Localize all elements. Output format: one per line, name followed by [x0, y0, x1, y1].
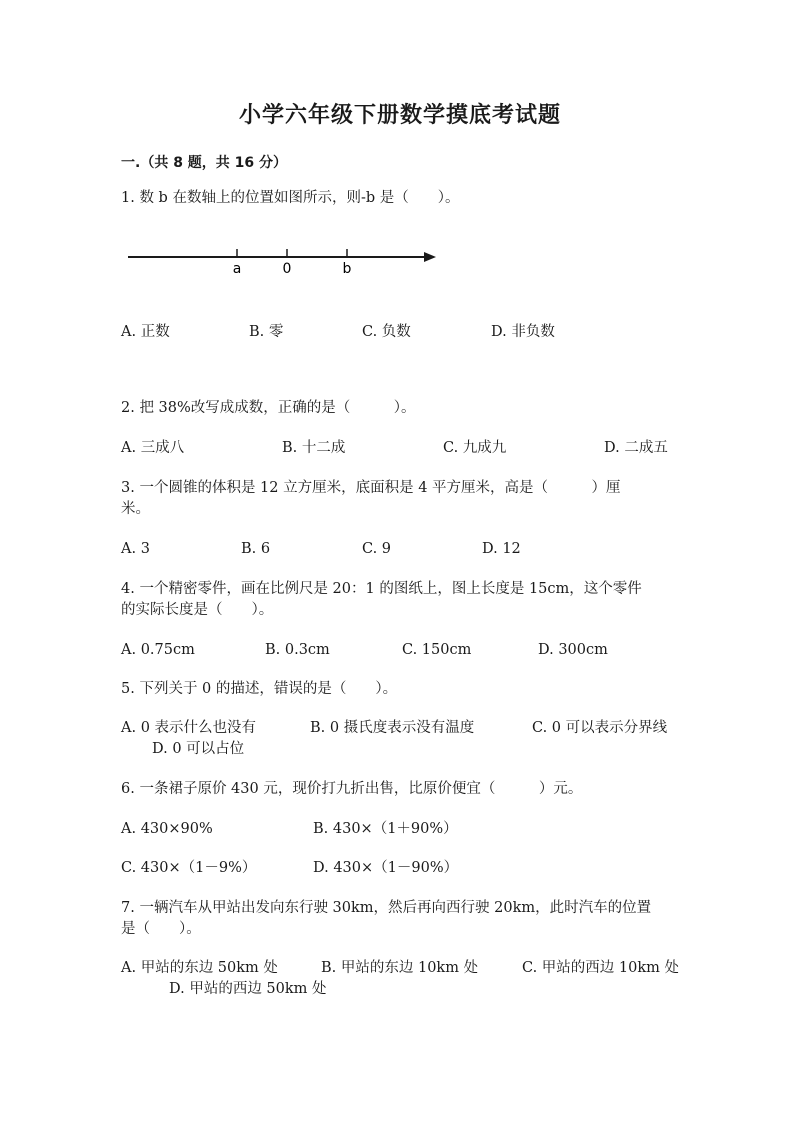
q4-option-d: D. 300cm [538, 642, 608, 658]
question-3-text-line-2: 米。 [121, 501, 150, 517]
q3-option-d: D. 12 [482, 541, 521, 557]
q1-option-d: D. 非负数 [491, 324, 555, 340]
page-title: 小学六年级下册数学摸底考试题 [238, 103, 561, 128]
q1-option-a: A. 正数 [121, 324, 170, 340]
question-7-text-line-2: 是（ ）。 [121, 921, 201, 937]
q5-option-c: C. 0 可以表示分界线 [532, 720, 668, 736]
q4-option-c: C. 150cm [402, 642, 472, 658]
q1-option-c: C. 负数 [362, 324, 411, 340]
q6-option-a: A. 430×90% [121, 821, 213, 837]
question-1-text: 1. 数 b 在数轴上的位置如图所示，则-b 是（ ）。 [121, 190, 460, 206]
q4-option-a: A. 0.75cm [121, 642, 195, 658]
label-a: a [232, 261, 242, 277]
q6-option-c: C. 430×（1－9%） [121, 860, 257, 876]
q2-option-a: A. 三成八 [121, 440, 185, 456]
question-5-text: 5. 下列关于 0 的描述，错误的是（ ）。 [121, 681, 398, 697]
q3-option-c: C. 9 [362, 541, 392, 557]
q3-option-a: A. 3 [121, 541, 150, 557]
q2-option-c: C. 九成九 [443, 440, 507, 456]
q6-option-b: B. 430×（1＋90%） [313, 821, 458, 837]
q2-option-b: B. 十二成 [282, 440, 346, 456]
number-line-figure [120, 240, 450, 280]
q5-option-d: D. 0 可以占位 [152, 741, 245, 757]
q1-option-b: B. 零 [249, 324, 284, 340]
label-b: b [342, 261, 352, 277]
q5-option-b: B. 0 摄氏度表示没有温度 [310, 720, 475, 736]
q6-option-d: D. 430×（1－90%） [313, 860, 459, 876]
q7-option-d: D. 甲站的西边 50km 处 [169, 981, 327, 997]
question-6-text: 6. 一条裙子原价 430 元，现价打九折出售，比原价便宜（ ）元。 [121, 781, 583, 797]
number-line-arrow [424, 252, 436, 262]
question-4-text-line-2: 的实际长度是（ ）。 [121, 602, 274, 618]
q7-option-b: B. 甲站的东边 10km 处 [321, 960, 479, 976]
q5-option-a: A. 0 表示什么也没有 [121, 720, 257, 736]
question-2-text: 2. 把 38%改写成成数，正确的是（ ）。 [121, 400, 416, 416]
q4-option-b: B. 0.3cm [265, 642, 330, 658]
question-7-text-line-1: 7. 一辆汽车从甲站出发向东行驶 30km，然后再向西行驶 20km，此时汽车的位置 [121, 900, 652, 916]
q7-option-c: C. 甲站的西边 10km 处 [522, 960, 680, 976]
q2-option-d: D. 二成五 [604, 440, 668, 456]
question-4-text-line-1: 4. 一个精密零件，画在比例尺是 20：1 的图纸上，图上长度是 15cm，这个零件 [121, 581, 642, 597]
question-3-text-line-1: 3. 一个圆锥的体积是 12 立方厘米，底面积是 4 平方厘米，高是（ ）厘 [121, 480, 621, 496]
section-heading: 一.（共 8 题，共 16 分） [121, 155, 288, 171]
q7-option-a: A. 甲站的东边 50km 处 [121, 960, 278, 976]
label-zero: 0 [282, 261, 292, 277]
q3-option-b: B. 6 [241, 541, 271, 557]
